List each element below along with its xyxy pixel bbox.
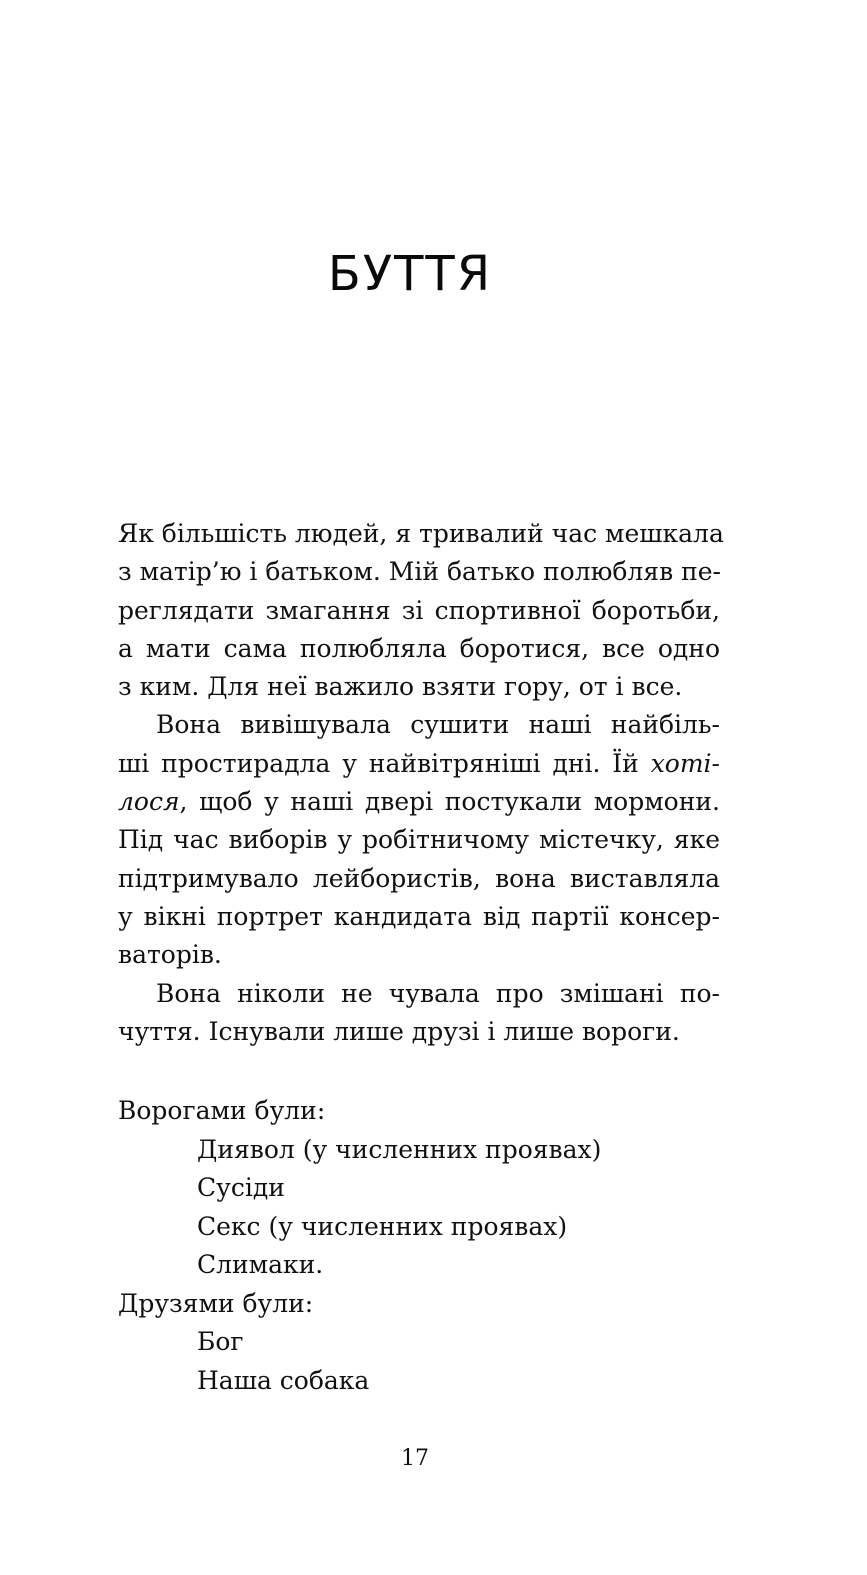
text-line: у вікні портрет кандидата від партії консер-	[118, 901, 720, 931]
text-line: підтримувало лейбористів, вона виставляла	[118, 863, 720, 893]
enemies-heading: Ворогами були:	[118, 1096, 326, 1125]
text-line: реглядати змагання зі спортивної боротьби,	[118, 595, 720, 625]
enemies-list-item: Диявол (у численних проявах)	[197, 1134, 602, 1164]
friends-list-item: Бог	[197, 1327, 244, 1356]
text-line: з матір’ю і батьком. Мій батько полюбляв пе-	[118, 557, 721, 587]
chapter-title: БУТТЯ	[327, 246, 493, 303]
text-line: а мати сама полюбляла боротися, все одно	[118, 633, 720, 663]
friends-heading: Друзями були:	[118, 1288, 314, 1318]
text-line	[118, 783, 720, 821]
enemies-friends-lists	[118, 1092, 720, 1400]
body-text	[118, 515, 724, 1051]
italic-text: лося	[118, 787, 180, 817]
text-line	[118, 745, 720, 783]
text-line: Під час виборів у робітничому містечку, яке	[118, 825, 720, 855]
friends-list-item: Наша собака	[197, 1365, 370, 1395]
enemies-list-item: Слимаки.	[197, 1250, 324, 1279]
text-line: Вона вивішувала сушити наші найбіль-	[156, 710, 720, 740]
italic-text: хоті-	[650, 748, 720, 778]
text-line: Вона ніколи не чувала про змішані по-	[156, 978, 720, 1008]
enemies-list-item: Сусіди	[197, 1173, 285, 1202]
text-line: Як більшість людей, я тривалий час мешкала	[118, 519, 724, 548]
text-line: з ким. Для неї важило взяти гору, от і все.	[118, 672, 683, 702]
text-run: , щоб у наші двері постукали мормони.	[179, 787, 720, 817]
text-run: ші простирадла у найвітряніші дні. Їй	[118, 748, 651, 778]
page-number: 17	[401, 1446, 429, 1471]
text-line: чуття. Існували лише друзі і лише вороги.	[118, 1016, 680, 1046]
enemies-list-item: Секс (у численних проявах)	[197, 1211, 568, 1241]
text-line: ваторів.	[118, 940, 222, 970]
